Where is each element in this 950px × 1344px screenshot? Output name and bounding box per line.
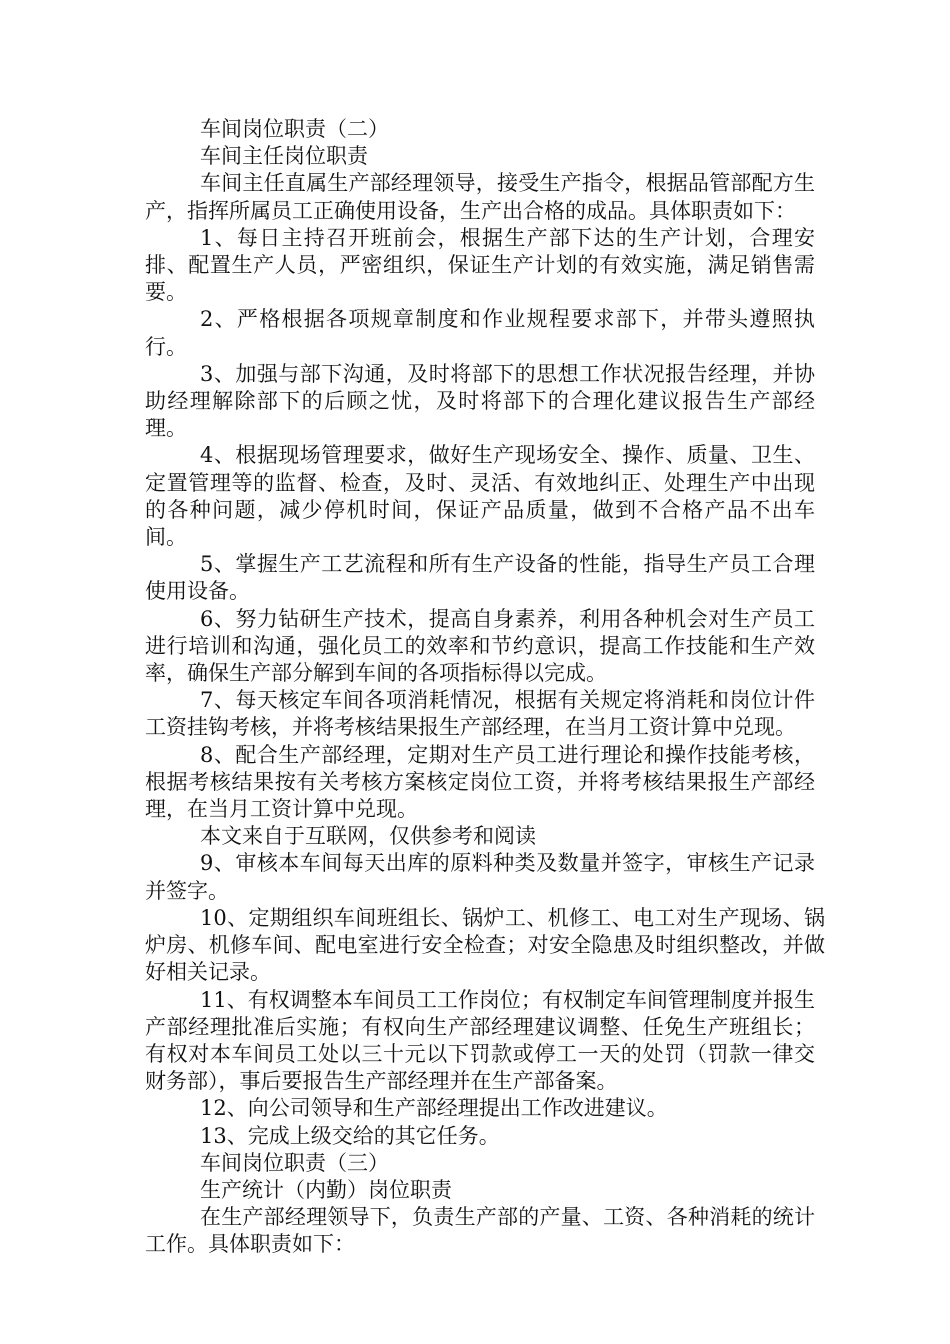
duty-item-13: 13、完成上级交给的其它任务。 — [200, 1123, 500, 1148]
intro-paragraph: 车间主任直属生产部经理领导，接受生产指令，根据品管部配方生产，指挥所属员工正确使用设备，生产出合格的成品。具体职责如下： — [145, 171, 815, 223]
source-note: 本文来自于互联网，仅供参考和阅读 — [200, 824, 536, 849]
duty-item-7: 7、每天核定车间各项消耗情况，根据有关规定将消耗和岗位计件工资挂钩考核，并将考核结果报生产部经理，在当月工资计算中兑现。 — [145, 688, 815, 740]
duty-item-4: 4、根据现场管理要求，做好生产现场安全、操作、质量、卫生、定置管理等的监督、检查，及时、灵活、有效地纠正、处理生产中出现的各种问题，减少停机时间，保证产品质量，做到不合格产品不出车间。 — [145, 443, 815, 550]
section-heading-3: 车间岗位职责（三） — [200, 1150, 389, 1175]
intro-paragraph-3: 在生产部经理领导下，负责生产部的产量、工资、各种消耗的统计工作。具体职责如下： — [145, 1205, 815, 1257]
duty-item-9: 9、审核本车间每天出库的原料种类及数量并签字，审核生产记录并签字。 — [145, 851, 815, 903]
duty-item-5: 5、掌握生产工艺流程和所有生产设备的性能，指导生产员工合理使用设备。 — [145, 552, 815, 604]
duty-item-2: 2、严格根据各项规章制度和作业规程要求部下，并带头遵照执行。 — [145, 307, 815, 359]
document-body — [145, 116, 825, 1259]
duty-item-3: 3、加强与部下沟通，及时将部下的思想工作状况报告经理，并协助经理解除部下的后顾之忧，及时将部下的合理化建议报告生产部经理。 — [145, 361, 815, 441]
duty-item-10: 10、定期组织车间班组长、锅炉工、机修工、电工对生产现场、锅炉房、机修车间、配电室进行安全检查；对安全隐患及时组织整改，并做好相关记录。 — [145, 905, 825, 985]
position-title: 车间主任岗位职责 — [200, 144, 368, 169]
duty-item-8: 8、配合生产部经理，定期对生产员工进行理论和操作技能考核，根据考核结果按有关考核方案核定岗位工资，并将考核结果报生产部经理，在当月工资计算中兑现。 — [145, 742, 815, 822]
duty-item-12: 12、向公司领导和生产部经理提出工作改进建议。 — [200, 1096, 668, 1121]
duty-item-1: 1、每日主持召开班前会，根据生产部下达的生产计划，合理安排、配置生产人员，严密组织，保证生产计划的有效实施，满足销售需要。 — [145, 225, 815, 305]
duty-item-6: 6、努力钻研生产技术，提高自身素养，利用各种机会对生产员工进行培训和沟通，强化员工的效率和节约意识，提高工作技能和生产效率，确保生产部分解到车间的各项指标得以完成。 — [145, 606, 815, 686]
duty-item-11: 11、有权调整本车间员工工作岗位；有权制定车间管理制度并报生产部经理批准后实施；有权向生产部经理建议调整、任免生产班组长；有权对本车间员工处以三十元以下罚款或停工一天的处罚（罚款一律交财务部），事后要报告生产部经理并在生产部备案。 — [145, 987, 815, 1094]
position-title-3: 生产统计（内勤）岗位职责 — [200, 1177, 452, 1202]
section-heading: 车间岗位职责（二） — [200, 117, 389, 141]
